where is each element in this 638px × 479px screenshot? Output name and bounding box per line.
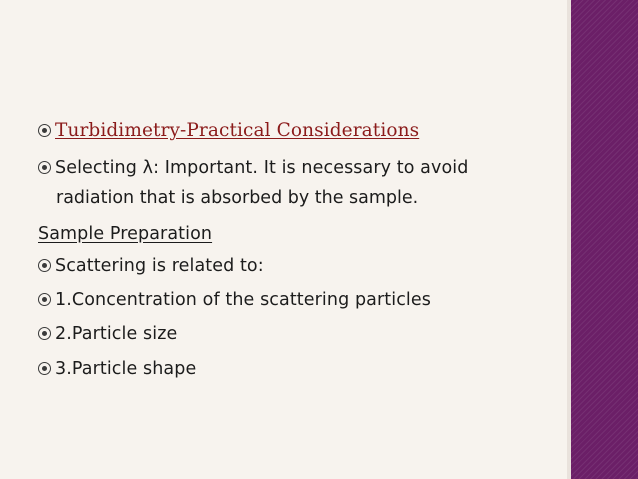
slide-title: Turbidimetry-Practical Considerations xyxy=(55,120,420,141)
title-line xyxy=(38,120,419,141)
list-item-text: 1.Concentration of the scattering particles xyxy=(55,290,431,310)
section-heading: Sample Preparation xyxy=(38,224,213,244)
bullet-icon xyxy=(38,124,51,137)
list-item-text: 3.Particle shape xyxy=(55,359,197,379)
selecting-text-line1: Selecting λ: Important. It is necessary to avoid xyxy=(55,158,469,178)
selecting-line xyxy=(38,158,468,178)
selecting-text-line2: radiation that is absorbed by the sample. xyxy=(56,188,419,208)
bullet-icon xyxy=(38,161,51,174)
list-item xyxy=(38,359,196,379)
bullet-icon xyxy=(38,362,51,375)
list-item xyxy=(38,256,264,276)
bullet-icon xyxy=(38,293,51,306)
section-heading-line xyxy=(38,224,212,244)
bullet-icon xyxy=(38,327,51,340)
decorative-side-bar xyxy=(571,0,638,479)
list-item xyxy=(38,290,431,310)
list-item-text: Scattering is related to: xyxy=(55,256,264,276)
list-item-text: 2.Particle size xyxy=(55,324,178,344)
list-item xyxy=(38,324,177,344)
bullet-icon xyxy=(38,259,51,272)
